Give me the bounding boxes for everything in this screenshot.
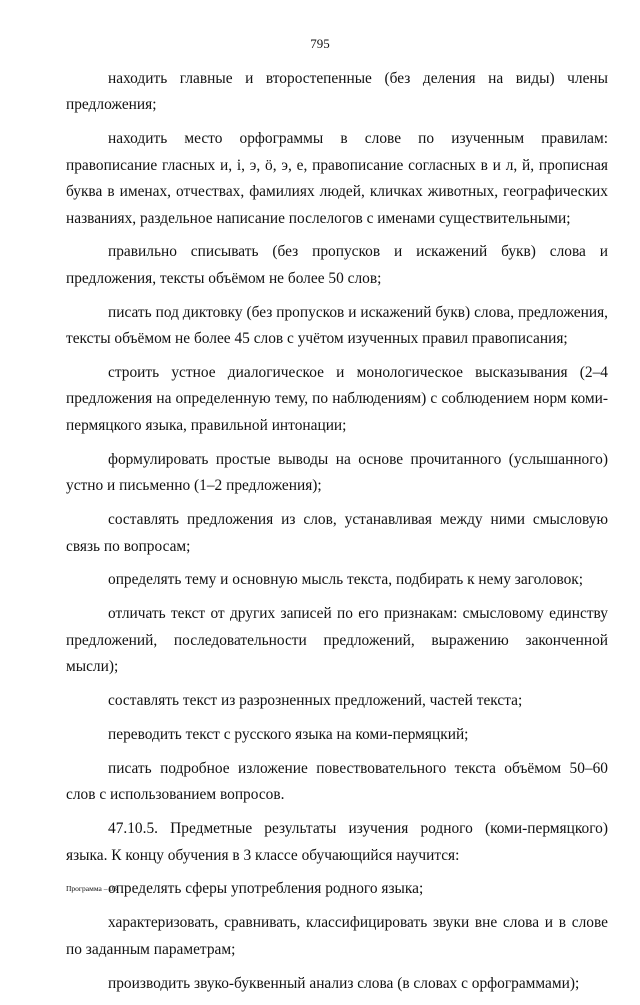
- paragraph-9: отличать текст от других записей по его признакам: смысловому единству предложений, последовательности предложений, выражению законченной мысли);: [66, 605, 608, 676]
- paragraph-12: писать подробное изложение повествовательного текста объёмом 50–60 слов с использованием вопросов.: [66, 759, 608, 804]
- document-body: [66, 66, 608, 1005]
- paragraph-1: находить главные и второстепенные (без деления на виды) члены предложения;: [66, 70, 608, 114]
- page-footer: Программа – 03: [66, 884, 117, 893]
- paragraph-2: находить место орфограммы в слове по изученным правилам: правописание гласных и, і, э, ö, э, е, правописание согласных в и л, й, прописная буква в именах, отчествах, фамилиях людей, кличках животных, географических названиях, раздельное написание послелогов с именами существительными;: [66, 130, 608, 227]
- paragraph-6: формулировать простые выводы на основе прочитанного (услышанного) устно и письменно (1–2 предложения);: [66, 450, 608, 495]
- paragraph-16: производить звуко-буквенный анализ слова (в словах с орфограммами);: [108, 974, 580, 992]
- paragraph-14: определять сферы употребления родного языка;: [108, 880, 424, 898]
- paragraph-15: характеризовать, сравнивать, классифицировать звуки вне слова и в слове по заданным параметрам;: [66, 914, 608, 958]
- paragraph-8: определять тему и основную мысль текста, подбирать к нему заголовок;: [108, 571, 584, 589]
- paragraph-5: строить устное диалогическое и монологическое высказывания (2–4 предложения на определенную тему, по наблюдениям) с соблюдением норм коми-пермяцкого языка, правильной интонации;: [66, 364, 608, 434]
- section-heading-paragraph: 47.10.5. Предметные результаты изучения родного (коми-пермяцкого) языка. К концу обучения в 3 классе обучающийся научится:: [66, 820, 608, 864]
- paragraph-4: писать под диктовку (без пропусков и искажений букв) слова, предложения, тексты объёмом не более 45 слов с учётом изученных правил правописания;: [66, 303, 608, 348]
- paragraph-3: правильно списывать (без пропусков и искажений букв) слова и предложения, тексты объёмом не более 50 слов;: [66, 243, 608, 287]
- paragraph-10: составлять текст из разрозненных предложений, частей текста;: [108, 692, 523, 710]
- paragraph-11: переводить текст с русского языка на коми-пермяцкий;: [108, 725, 469, 743]
- page-number: 795: [310, 36, 330, 51]
- paragraph-7: составлять предложения из слов, устанавливая между ними смысловую связь по вопросам;: [66, 511, 608, 555]
